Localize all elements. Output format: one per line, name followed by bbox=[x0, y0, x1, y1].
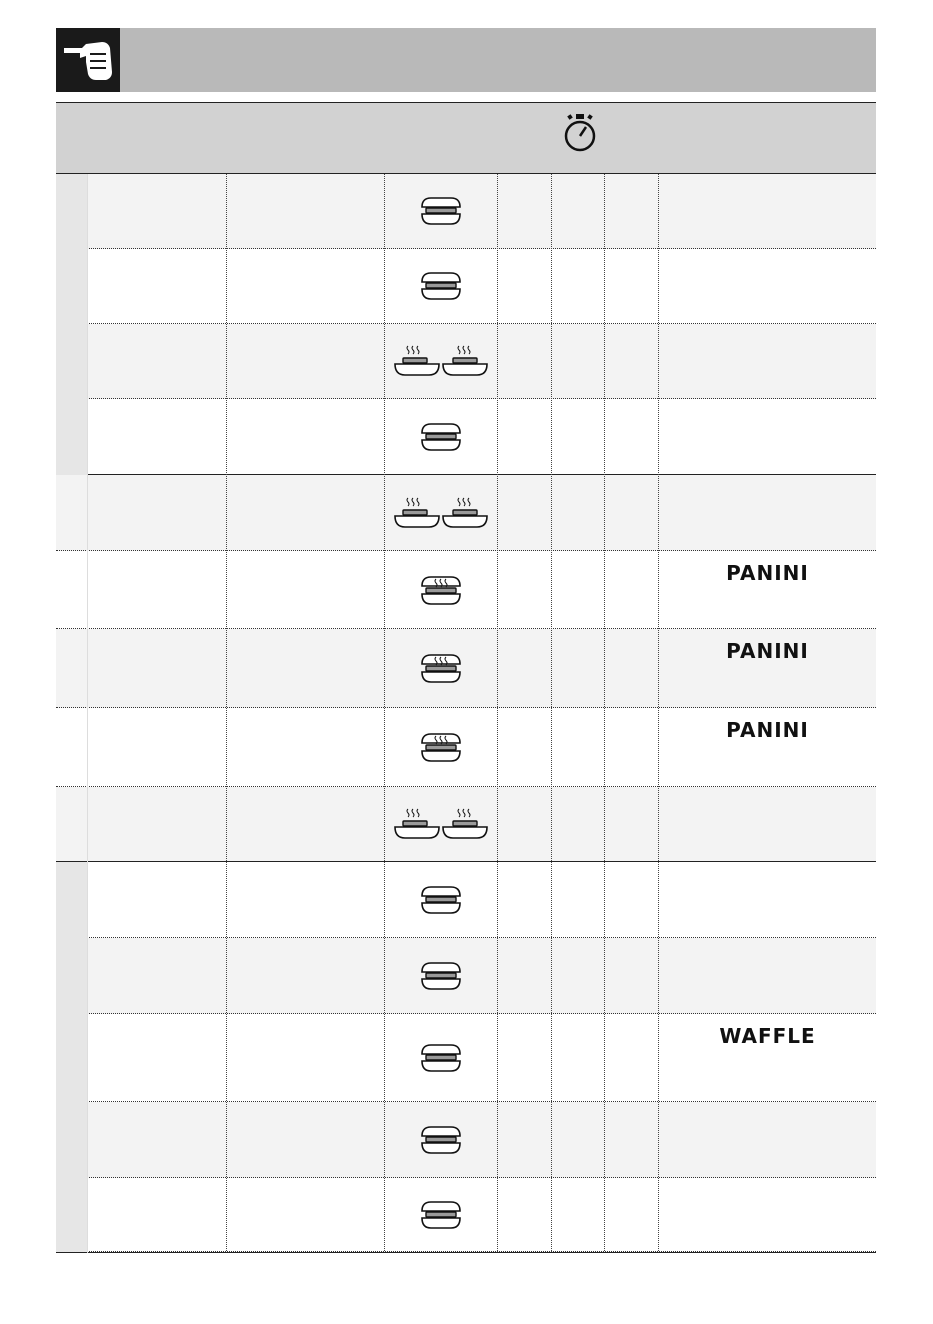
sandwich-closed-icon bbox=[385, 938, 497, 1013]
program-label: PANINI bbox=[726, 718, 809, 742]
program-label: PANINI bbox=[726, 561, 809, 585]
sandwich-closed-icon bbox=[385, 399, 497, 474]
program-label: PANINI bbox=[726, 639, 809, 663]
table-row bbox=[56, 708, 876, 787]
table-bottom-rule bbox=[56, 1252, 876, 1253]
column-divider bbox=[226, 174, 227, 1253]
sandwich-steam-icon bbox=[385, 708, 497, 786]
sandwich-closed-icon bbox=[385, 1102, 497, 1177]
column-divider bbox=[658, 174, 659, 1253]
table-row bbox=[56, 551, 876, 629]
sandwich-closed-icon bbox=[385, 862, 497, 937]
group-side-divider bbox=[87, 174, 88, 1253]
table-row bbox=[56, 629, 876, 708]
section-banner bbox=[56, 28, 876, 92]
two-open-steaming-icon bbox=[385, 787, 497, 861]
sandwich-closed-icon bbox=[385, 249, 497, 323]
sandwich-closed-icon bbox=[385, 1014, 497, 1101]
sandwich-closed-icon bbox=[385, 1178, 497, 1251]
table-row bbox=[56, 1102, 876, 1178]
sandwich-steam-icon bbox=[385, 629, 497, 707]
table-row bbox=[56, 862, 876, 938]
pointing-hand-icon bbox=[56, 28, 120, 92]
group-side-bar bbox=[56, 174, 87, 475]
column-divider bbox=[497, 174, 498, 1253]
table-row bbox=[56, 938, 876, 1014]
two-open-steaming-icon bbox=[385, 324, 497, 398]
table-row bbox=[56, 174, 876, 249]
table-row bbox=[56, 399, 876, 475]
table-row bbox=[56, 475, 876, 551]
column-divider bbox=[551, 174, 552, 1253]
table-row bbox=[56, 1178, 876, 1252]
table-header bbox=[56, 102, 876, 174]
column-divider bbox=[384, 174, 385, 1253]
group-side-bar bbox=[56, 862, 87, 1252]
table-row bbox=[56, 249, 876, 324]
sandwich-steam-icon bbox=[385, 551, 497, 628]
table-row bbox=[56, 324, 876, 399]
column-divider bbox=[604, 174, 605, 1253]
table-row bbox=[56, 1014, 876, 1102]
program-label: WAFFLE bbox=[719, 1024, 816, 1048]
table-row bbox=[56, 787, 876, 862]
sandwich-closed-icon bbox=[385, 174, 497, 248]
two-open-steaming-icon bbox=[385, 475, 497, 550]
stopwatch-icon bbox=[560, 112, 600, 154]
